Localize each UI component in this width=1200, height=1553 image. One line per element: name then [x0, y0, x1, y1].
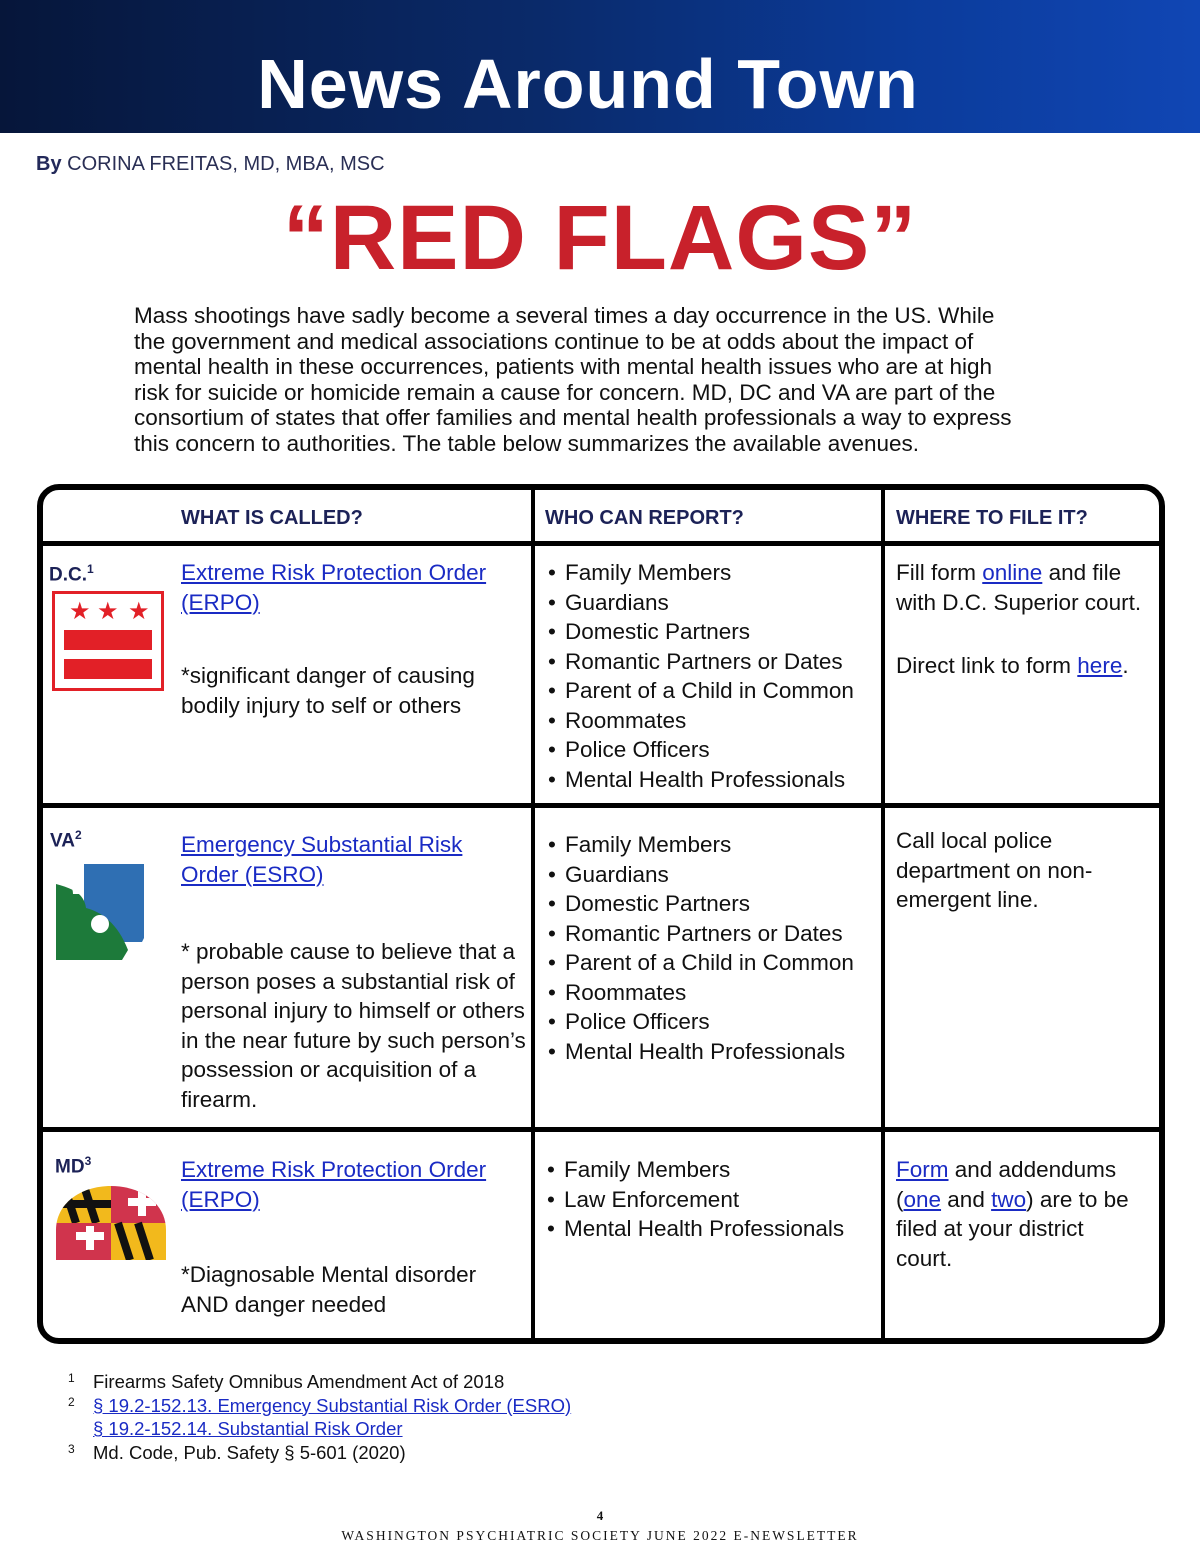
file-text: and	[941, 1186, 992, 1212]
addendum-one-link[interactable]: one	[903, 1186, 942, 1212]
footnote-ref: 1	[87, 562, 94, 576]
dc-flag-icon	[52, 591, 164, 696]
criteria-text: *Diagnosable Mental disorder AND danger needed	[181, 1262, 477, 1317]
intro-line: mental health in these occurrences, patients with mental health issues who are at high	[134, 354, 992, 380]
footnote-2-cont	[68, 1417, 571, 1441]
row-divider	[43, 803, 1159, 808]
reporter-item: • Guardians	[546, 588, 876, 618]
footnote-3	[68, 1441, 571, 1465]
criteria-text: *significant danger of causing bodily injury to self or others	[181, 663, 475, 718]
header-where-to-file: WHERE TO FILE IT?	[896, 507, 1088, 529]
va-logo-icon	[56, 864, 146, 965]
reporter-item: • Parent of a Child in Common	[546, 948, 876, 978]
reporters-cell	[545, 1155, 875, 1244]
state-name: D.C.	[49, 564, 87, 586]
substantial-risk-statute-link[interactable]: § 19.2-152.14. Substantial Risk Order	[93, 1418, 403, 1439]
reporters-list	[546, 830, 876, 1066]
reporter-item: • Mental Health Professionals	[545, 1214, 875, 1244]
state-name: MD	[55, 1156, 85, 1178]
footnote-number: 3	[68, 1441, 75, 1456]
reporters-cell	[546, 558, 876, 794]
svg-text:★: ★	[69, 597, 91, 625]
byline-author: CORINA FREITAS, MD, MBA, MSC	[67, 153, 385, 175]
footnote-number: 1	[68, 1371, 75, 1385]
file-instructions	[896, 1155, 1146, 1273]
md-form-link[interactable]: Form	[896, 1157, 949, 1182]
row-divider	[43, 1127, 1159, 1132]
footnote-number: 2	[68, 1394, 75, 1409]
footnote-text: Firearms Safety Omnibus Amendment Act of 2018	[93, 1371, 505, 1392]
footnote-ref: 3	[84, 1154, 92, 1168]
reporter-item: • Mental Health Professionals	[546, 765, 876, 795]
intro-paragraph	[134, 303, 1094, 457]
direct-form-link[interactable]: here	[1077, 653, 1123, 678]
addendum-two-link[interactable]: two	[991, 1186, 1027, 1212]
file-text: .	[1122, 653, 1129, 678]
order-cell	[181, 830, 526, 1114]
banner	[0, 0, 1200, 133]
reporter-item: • Romantic Partners or Dates	[546, 919, 876, 949]
reporter-item: • Romantic Partners or Dates	[546, 647, 876, 677]
reporter-item: • Domestic Partners	[546, 889, 876, 919]
reporter-item: • Roommates	[546, 706, 876, 736]
header-who-can-report: WHO CAN REPORT?	[545, 507, 744, 529]
intro-line: this concern to authorities. The table below summarizes the available avenues.	[134, 430, 920, 456]
md-flag-icon	[56, 1186, 166, 1265]
reporters-list	[545, 1155, 875, 1244]
file-instructions: Call local police department on non-emergent line.	[896, 828, 1093, 912]
intro-line: Mass shootings have sadly become a several times a day occurrence in the US. While	[134, 303, 995, 328]
banner-title: News Around Town	[257, 45, 919, 123]
reporters-list	[546, 558, 876, 794]
reporter-item: • Family Members	[546, 558, 876, 588]
page-number: 4	[596, 1508, 604, 1523]
esro-link[interactable]: Emergency Substantial Risk	[181, 832, 463, 857]
newsletter-footer: WASHINGTON PSYCHIATRIC SOCIETY JUNE 2022 E-NEWSLETTER	[341, 1528, 859, 1543]
erpo-dc-link-abbrev[interactable]: (ERPO)	[181, 589, 260, 615]
byline	[36, 153, 385, 176]
order-cell	[181, 558, 521, 720]
reporter-item: • Family Members	[545, 1155, 875, 1185]
intro-line: risk for suicide or homicide remain a cause for concern. MD, DC and VA are part of the	[134, 379, 996, 405]
footnotes	[68, 1370, 571, 1464]
row-divider	[43, 541, 1159, 546]
state-name: VA	[50, 830, 75, 852]
footnote-ref: 2	[74, 828, 82, 842]
criteria-text: * probable cause to believe that a person poses a substantial risk of personal injury to himself or others in the near future by such person’s possession or acquisition of a firearm.	[181, 939, 526, 1112]
red-flags-table	[37, 484, 1165, 1344]
footnote-1	[68, 1370, 571, 1394]
svg-text:★: ★	[128, 597, 150, 625]
esro-link-abbrev[interactable]: Order (ESRO)	[181, 861, 324, 887]
reporter-item: • Domestic Partners	[546, 617, 876, 647]
erpo-dc-link[interactable]: Extreme Risk Protection Order	[181, 560, 487, 585]
state-label-va	[50, 828, 82, 852]
file-cell	[896, 558, 1158, 681]
column-divider	[531, 490, 535, 1338]
file-text: ) are to be filed at your district court.	[896, 1186, 1129, 1271]
reporter-item: • Police Officers	[546, 735, 876, 765]
svg-text:★: ★	[97, 597, 119, 625]
esro-statute-link[interactable]: § 19.2-152.13. Emergency Substantial Risk Order (ESRO)	[93, 1394, 572, 1416]
reporter-item: • Mental Health Professionals	[546, 1037, 876, 1067]
intro-line: consortium of states that offer families and mental health professionals a way to express	[134, 405, 1012, 431]
reporter-item: • Roommates	[546, 978, 876, 1008]
reporter-item: • Parent of a Child in Common	[546, 676, 876, 706]
state-label-md	[55, 1154, 91, 1178]
footnote-text: Md. Code, Pub. Safety § 5-601 (2020)	[93, 1441, 406, 1463]
headline: “RED FLAGS”	[282, 187, 918, 289]
reporter-item: • Police Officers	[546, 1007, 876, 1037]
erpo-md-link[interactable]: Extreme Risk Protection Order	[181, 1157, 487, 1182]
file-cell	[896, 1155, 1146, 1273]
byline-prefix: By	[36, 153, 62, 175]
file-text: Fill form	[896, 560, 983, 585]
intro-line: the government and medical associations continue to be at odds about the impact of	[134, 328, 974, 354]
file-cell	[896, 826, 1126, 915]
erpo-md-link-abbrev[interactable]: (ERPO)	[181, 1186, 260, 1212]
file-instructions-1	[896, 558, 1158, 617]
file-text: and file with D.C. Superior court.	[896, 560, 1142, 615]
file-instructions-2	[896, 651, 1158, 681]
column-divider	[881, 490, 885, 1338]
reporter-item: • Guardians	[546, 860, 876, 890]
reporters-cell	[546, 830, 876, 1066]
footnote-2	[68, 1394, 571, 1418]
state-label-dc	[49, 562, 94, 586]
file-text: and addendums (	[896, 1157, 1117, 1212]
reporter-item: • Law Enforcement	[545, 1185, 875, 1215]
order-cell	[181, 1155, 521, 1319]
file-text: Direct link to form	[896, 653, 1078, 678]
reporter-item: • Family Members	[546, 830, 876, 860]
header-what-is-called: WHAT IS CALLED?	[181, 507, 363, 529]
online-form-link[interactable]: online	[982, 560, 1043, 585]
